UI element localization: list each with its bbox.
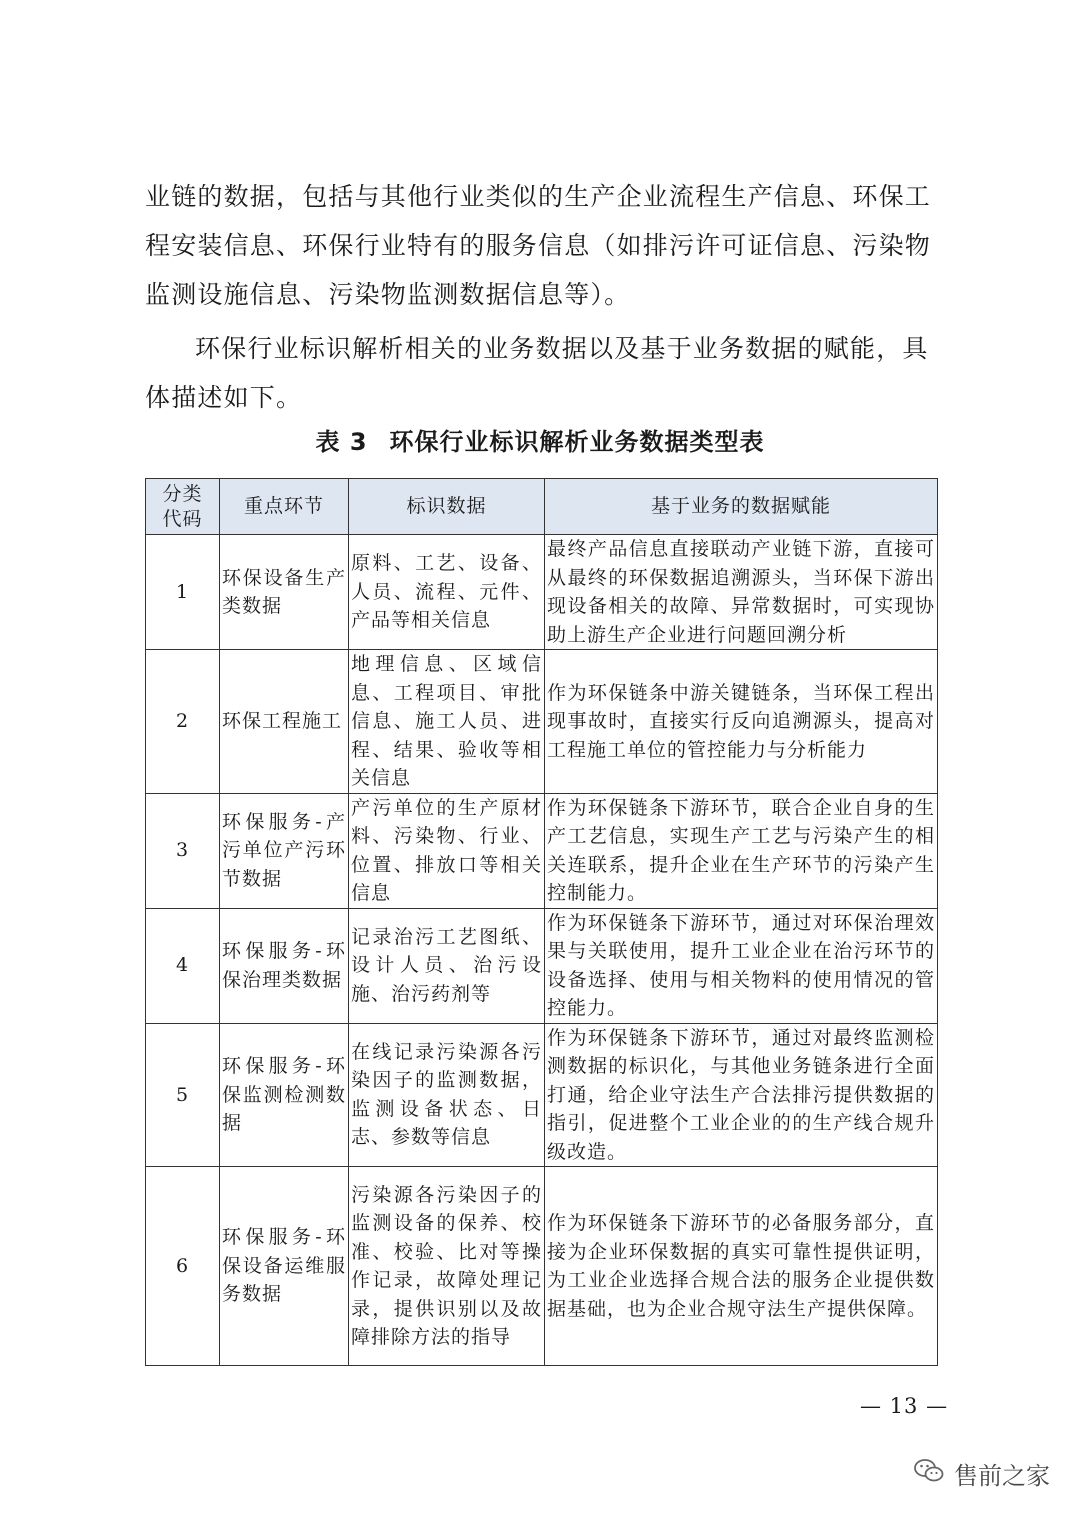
body-paragraph-2: 环保行业标识解析相关的业务数据以及基于业务数据的赋能，具体描述如下。 [145, 334, 929, 412]
page-number: — 13 — [860, 1394, 949, 1418]
cell-code: 1 [146, 535, 220, 650]
cell-data: 产污单位的生产原材料、污染物、行业、位置、排放口等相关信息 [349, 793, 545, 908]
header-stage: 重点环节 [220, 479, 349, 535]
cell-empower: 最终产品信息直接联动产业链下游，直接可从最终的环保数据追溯源头，当环保下游出现设备相关的故障、异常数据时，可实现协助上游生产企业进行问题回溯分析 [545, 535, 938, 650]
cell-code: 6 [146, 1167, 220, 1366]
cell-data: 在线记录污染源各污染因子的监测数据，监测设备状态、日志、参数等信息 [349, 1023, 545, 1167]
cell-stage: 环保设备生产类数据 [220, 535, 349, 650]
cell-data: 污染源各污染因子的监测设备的保养、校准、校验、比对等操作记录，故障处理记录，提供识别以及故障排除方法的指导 [349, 1167, 545, 1366]
wechat-icon [914, 1458, 954, 1490]
brand-watermark [914, 1456, 1050, 1491]
header-data: 标识数据 [349, 479, 545, 535]
cell-empower: 作为环保链条下游环节，联合企业自身的生产工艺信息，实现生产工艺与污染产生的相关连联系，提升企业在生产环节的污染产生控制能力。 [545, 793, 938, 908]
cell-data: 原料、工艺、设备、人员、流程、元件、产品等相关信息 [349, 535, 545, 650]
header-empower: 基于业务的数据赋能 [545, 479, 938, 535]
cell-empower: 作为环保链条中游关键链条，当环保工程出现事故时，直接实行反向追溯源头，提高对工程施工单位的管控能力与分析能力 [545, 650, 938, 794]
cell-stage: 环保服务-产污单位产污环节数据 [220, 793, 349, 908]
cell-stage: 环保服务-环保治理类数据 [220, 908, 349, 1023]
header-code: 分类代码 [146, 479, 220, 535]
table-title-text: 环保行业标识解析业务数据类型表 [389, 428, 765, 456]
table-row [146, 793, 938, 908]
cell-stage: 环保服务-环保监测检测数据 [220, 1023, 349, 1167]
cell-data: 记录治污工艺图纸、设计人员、治污设施、治污药剂等 [349, 908, 545, 1023]
cell-code: 3 [146, 793, 220, 908]
table-header-row [146, 479, 938, 535]
data-type-table [145, 478, 938, 1366]
table-row [146, 650, 938, 794]
cell-code: 2 [146, 650, 220, 794]
cell-code: 4 [146, 908, 220, 1023]
table-row [146, 908, 938, 1023]
cell-stage: 环保服务-环保设备运维服务数据 [220, 1167, 349, 1366]
cell-empower: 作为环保链条下游环节，通过对环保治理效果与关联使用，提升工业企业在治污环节的设备选择、使用与相关物料的使用情况的管控能力。 [545, 908, 938, 1023]
table-row [146, 535, 938, 650]
table-title-label: 表 3 [315, 428, 368, 456]
cell-code: 5 [146, 1023, 220, 1167]
cell-stage: 环保工程施工 [220, 650, 349, 794]
brand-name: 售前之家 [954, 1462, 1050, 1490]
table-row [146, 1023, 938, 1167]
table-title [0, 422, 1080, 457]
body-paragraph-1: 业链的数据，包括与其他行业类似的生产企业流程生产信息、环保工程安装信息、环保行业特有的服务信息（如排污许可证信息、污染物监测设施信息、污染物监测数据信息等）。 [145, 182, 932, 309]
cell-empower: 作为环保链条下游环节，通过对最终监测检测数据的标识化，与其他业务链条进行全面打通，给企业守法生产合法排污提供数据的指引，促进整个工业企业的的生产线合规升级改造。 [545, 1023, 938, 1167]
cell-data: 地理信息、区域信息、工程项目、审批信息、施工人员、进程、结果、验收等相关信息 [349, 650, 545, 794]
cell-empower: 作为环保链条下游环节的必备服务部分，直接为企业环保数据的真实可靠性提供证明，为工业企业选择合规合法的服务企业提供数据基础，也为企业合规守法生产提供保障。 [545, 1167, 938, 1366]
table-row [146, 1167, 938, 1366]
